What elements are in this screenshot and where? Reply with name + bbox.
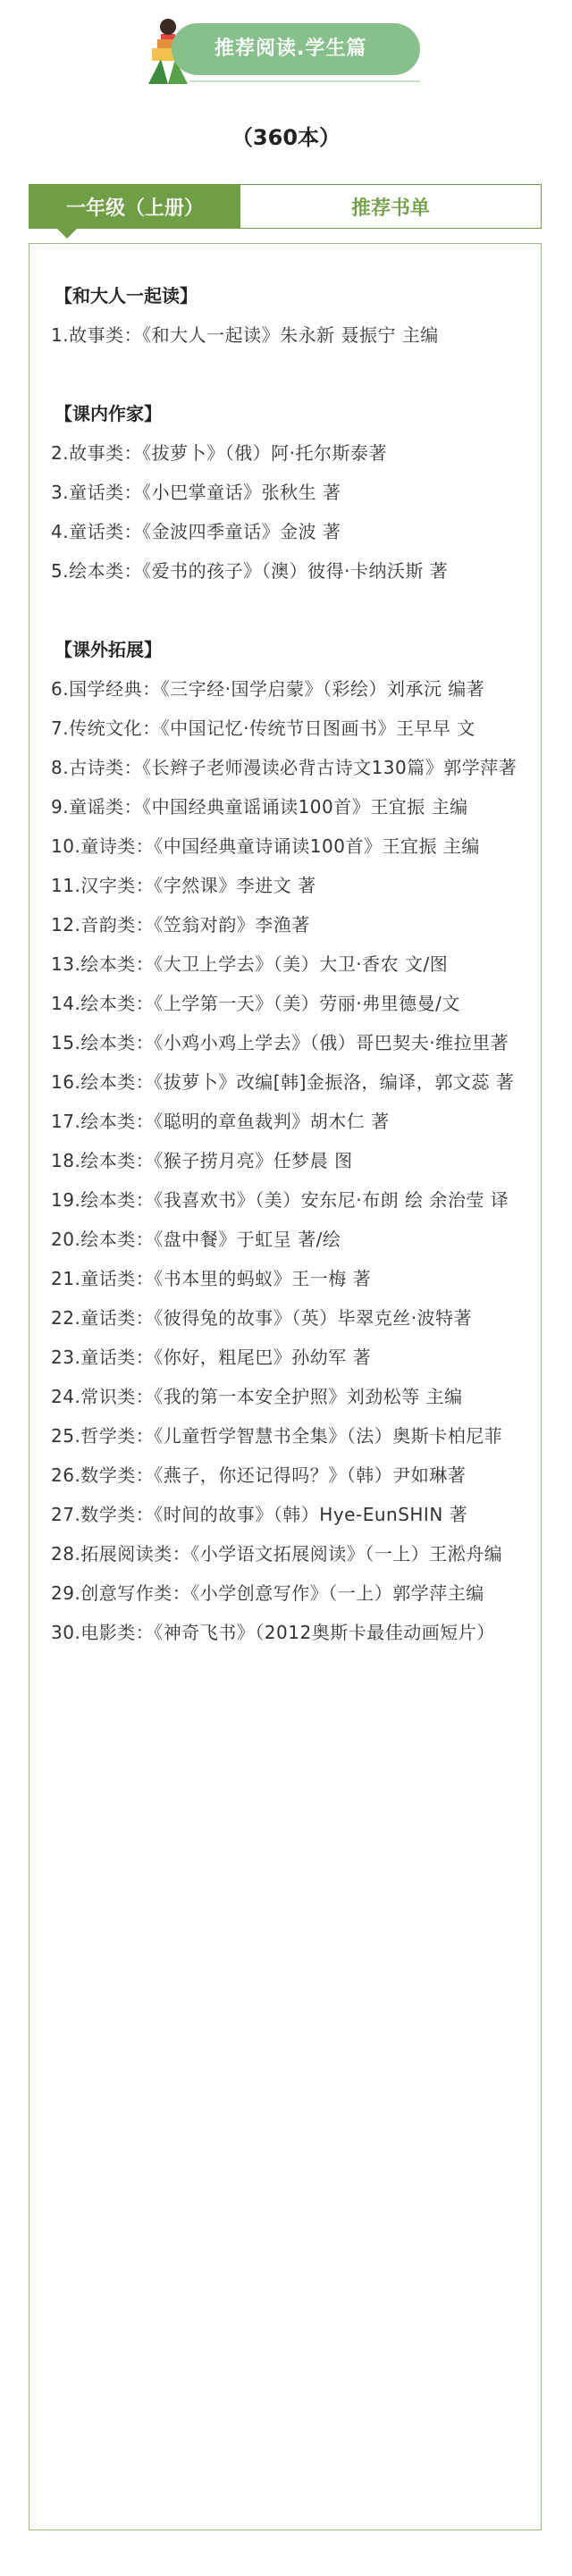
list-item: 6.国学经典：《三字经·国学启蒙》（彩绘）刘承沅 编著 bbox=[51, 678, 485, 700]
list-item: 22.童话类：《彼得兔的故事》（英）毕翠克丝·波特著 bbox=[51, 1307, 473, 1329]
header bbox=[0, 0, 572, 107]
list-item: 1.故事类：《和大人一起读》朱永新 聂振宁 主编 bbox=[51, 324, 439, 346]
list-item: 3.童话类：《小巴掌童话》张秋生 著 bbox=[51, 482, 341, 503]
section-title: 【课内作家】 bbox=[55, 403, 162, 424]
tab-pointer bbox=[56, 228, 78, 239]
list-item: 2.故事类：《拔萝卜》（俄）阿·托尔斯泰著 bbox=[51, 442, 387, 464]
tab-other-label: 推荐书单 bbox=[350, 197, 430, 220]
section-title: 【和大人一起读】 bbox=[55, 285, 198, 306]
grade-tabs bbox=[29, 184, 542, 229]
list-item: 16.绘本类：《拔萝卜》改编[韩]金振洛，编译，郭文蕊 著 bbox=[51, 1071, 515, 1093]
list-item: 27.数学类：《时间的故事》（韩）Hye-EunSHIN 著 bbox=[51, 1504, 468, 1525]
section-title: 【课外拓展】 bbox=[55, 639, 162, 660]
list-item: 29.创意写作类：《小学创意写作》（一上）郭学萍主编 bbox=[51, 1582, 484, 1604]
list-item: 30.电影类：《神奇飞书》（2012奥斯卡最佳动画短片） bbox=[51, 1622, 495, 1643]
list-item: 4.童话类：《金波四季童话》金波 著 bbox=[51, 521, 341, 542]
tab-active-label: 一年级（上册） bbox=[65, 197, 204, 220]
title-banner bbox=[172, 23, 420, 75]
book-list-panel bbox=[29, 243, 542, 2530]
list-item: 20.绘本类：《盘中餐》于虹呈 著/绘 bbox=[51, 1229, 341, 1250]
list-item: 28.拓展阅读类：《小学语文拓展阅读》（一上）王淞舟编 bbox=[51, 1543, 503, 1565]
list-item: 21.童话类：《书本里的蚂蚁》王一梅 著 bbox=[51, 1268, 372, 1289]
list-item: 12.音韵类：《笠翁对韵》李渔著 bbox=[51, 914, 310, 936]
list-item: 24.常识类：《我的第一本安全护照》刘劲松等 主编 bbox=[51, 1386, 463, 1407]
banner-underline bbox=[189, 80, 420, 82]
list-item: 18.绘本类：《猴子捞月亮》任梦晨 图 bbox=[51, 1150, 353, 1171]
list-item: 23.童话类：《你好，粗尾巴》孙幼军 著 bbox=[51, 1347, 372, 1368]
list-item: 17.绘本类：《聪明的章鱼裁判》胡木仁 著 bbox=[51, 1111, 390, 1132]
banner-title: 推荐阅读.学生篇 bbox=[214, 38, 367, 60]
book-count: （360本） bbox=[231, 125, 341, 150]
tab-grade-1-vol-1[interactable] bbox=[29, 185, 240, 228]
list-item: 25.哲学类：《儿童哲学智慧书全集》（法）奥斯卡柏尼菲 bbox=[51, 1425, 503, 1447]
list-item: 8.古诗类：《长辫子老师漫读必背古诗文130篇》郭学萍著 bbox=[51, 757, 517, 778]
list-item: 11.汉字类：《字然课》李进文 著 bbox=[51, 875, 316, 896]
list-item: 26.数学类：《燕子，你还记得吗？》（韩）尹如琳著 bbox=[51, 1464, 467, 1486]
list-item: 13.绘本类：《大卫上学去》（美）大卫·香农 文/图 bbox=[51, 953, 449, 975]
list-item: 15.绘本类：《小鸡小鸡上学去》（俄）哥巴契夫·维拉里著 bbox=[51, 1032, 509, 1053]
tab-recommended-list[interactable] bbox=[240, 185, 541, 228]
list-item: 19.绘本类：《我喜欢书》（美）安东尼·布朗 绘 余治莹 译 bbox=[51, 1189, 509, 1211]
list-item: 14.绘本类：《上学第一天》（美）劳丽·弗里德曼/文 bbox=[51, 993, 460, 1014]
list-item: 9.童谣类：《中国经典童谣诵读100首》王宜振 主编 bbox=[51, 796, 468, 818]
list-item: 5.绘本类：《爱书的孩子》（澳）彼得·卡纳沃斯 著 bbox=[51, 560, 449, 582]
list-item: 10.童诗类：《中国经典童诗诵读100首》王宜振 主编 bbox=[51, 835, 480, 857]
list-item: 7.传统文化：《中国记忆·传统节日图画书》王早早 文 bbox=[51, 717, 475, 739]
